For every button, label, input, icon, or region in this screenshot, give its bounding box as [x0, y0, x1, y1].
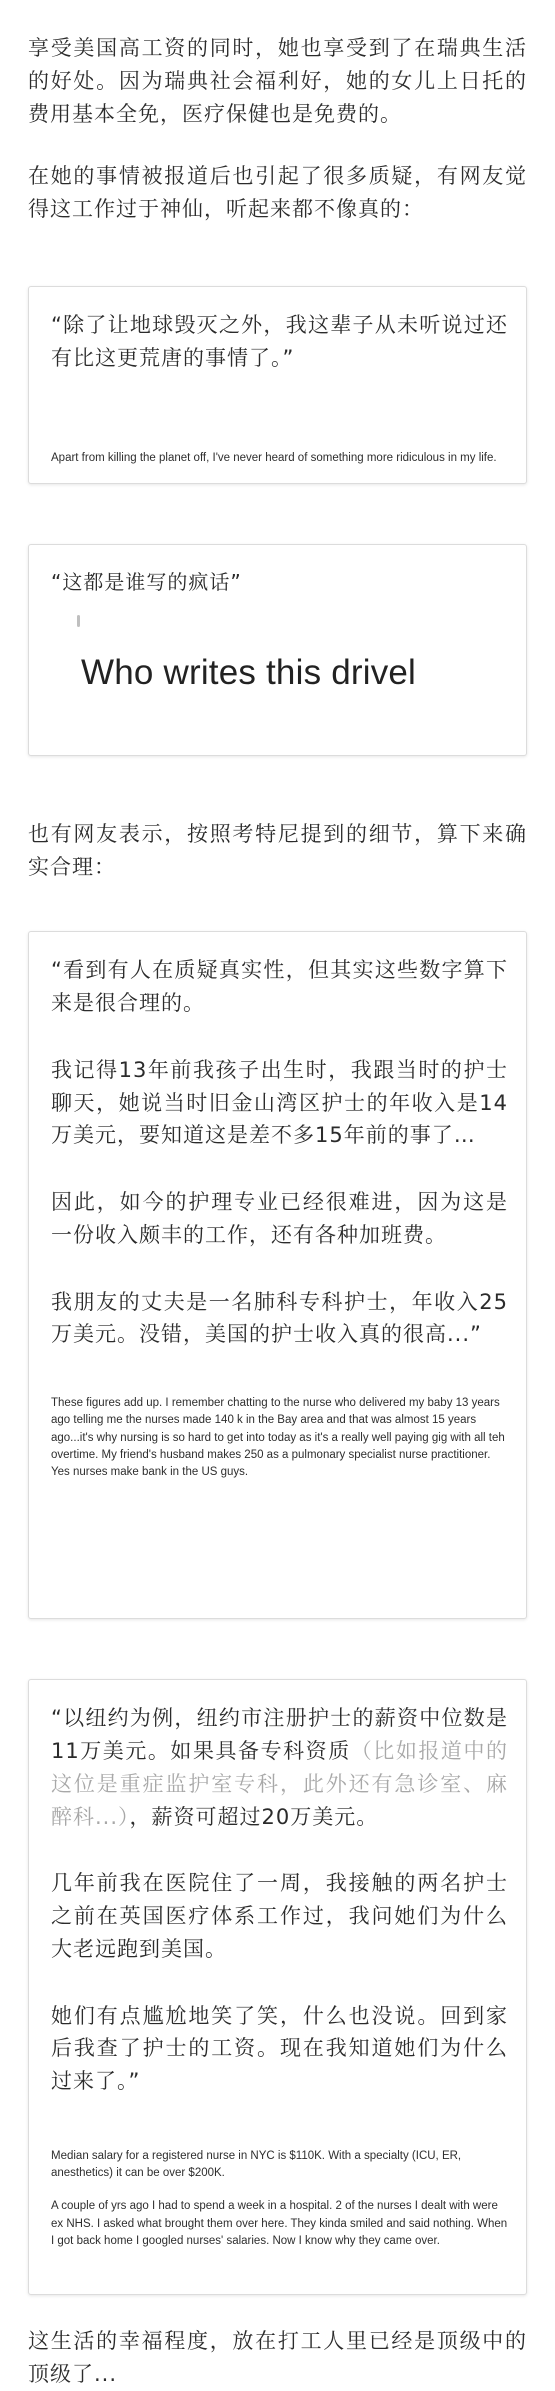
middle-paragraph: 也有网友表示，按照考特尼提到的细节，算下来确实合理： [28, 821, 527, 879]
quote-card-3-line-2: 我记得13年前我孩子出生时，我跟当时的护士聊天，她说当时旧金山湾区护士的年收入是14万美元，要知道这是差不多15年前的事了… [51, 1057, 508, 1148]
quote-card-3-line-1: “看到有人在质疑真实性，但其实这些数字算下来是很合理的。 [51, 958, 508, 1015]
quote-card-1 [28, 286, 527, 484]
quote-card-3-line-4: 我朋友的丈夫是一名肺科专科护士，年收入25万美元。没错，美国的护士收入真的很高...” [51, 1289, 508, 1347]
quote-card-4-line-1-b: ，薪资可超过20万美元。 [129, 1804, 379, 1829]
quote-card-2-english: Who writes this drivel [81, 652, 417, 692]
quote-card-4-english [51, 2148, 508, 2250]
quote-card-1-english: Apart from killing the planet off, I've never heard of something more ridiculous in my life. [51, 452, 497, 465]
quote-card-4-english-2: A couple of yrs ago I had to spend a week in a hospital. 2 of the nurses I dealt with were ex NHS. I asked what brought them over here. They kinda smiled and said nothing. When I got back home I googled nurses' salaries. Now I know why they came over. [51, 2200, 508, 2247]
quote-card-3-english: These figures add up. I remember chatting to the nurse who delivered my baby 13 years ago telling me the nurses made 140 k in the Bay area and that was almost 15 years ago...it's why nursing is so hard to get into today as it's a really well paying gig with all teh overtime. My friend's husband makes 250 as a pulmonary specialist nurse practitioner. Yes nurses make bank in the US guys. [51, 1397, 505, 1478]
quote-card-2-chinese: “这都是谁写的疯话” [51, 569, 242, 594]
quote-card-4 [28, 1679, 527, 2295]
closing-paragraph: 这生活的幸福程度，放在打工人里已经是顶级中的顶级了... [28, 2329, 527, 2386]
quote-card-4-line-1-note: （比如报道中的这位是重症监护室专科，此外还有急诊室、麻醉科...） [51, 1739, 508, 1829]
quote-card-2 [28, 544, 527, 756]
text-cursor-mark [77, 615, 80, 627]
quote-card-3 [28, 931, 527, 1619]
quote-card-3-line-3: 因此，如今的护理专业已经很难进，因为这是一份收入颇丰的工作，还有各种加班费。 [51, 1190, 508, 1247]
quote-card-4-line-1 [51, 1702, 508, 1833]
quote-card-4-line-2: 几年前我在医院住了一周，我接触的两名护士之前在英国医疗体系工作过，我问她们为什么大老远跑到美国。 [51, 1871, 508, 1961]
quote-card-4-english-1: Median salary for a registered nurse in NYC is $110K. With a specialty (ICU, ER, anesthetics) it can be over $200K. [51, 2149, 462, 2179]
quote-card-4-line-1-a: “以纽约为例，纽约市注册护士的薪资中位数是11万美元。如果具备专科资质 [51, 1706, 508, 1763]
intro-paragraph-2: 在她的事情被报道后也引起了很多质疑，有网友觉得这工作过于神仙，听起来都不像真的： [28, 164, 527, 221]
intro-paragraph-1: 享受美国高工资的同时，她也享受到了在瑞典生活的好处。因为瑞典社会福利好，她的女儿上日托的费用基本全免，医疗保健也是免费的。 [28, 36, 527, 126]
quote-card-1-chinese: “除了让地球毁灭之外，我这辈子从未听说过还有比这更荒唐的事情了。” [51, 312, 508, 370]
quote-card-4-line-3: 她们有点尴尬地笑了笑，什么也没说。回到家后我查了护士的工资。现在我知道她们为什么过来了。” [51, 2003, 508, 2093]
